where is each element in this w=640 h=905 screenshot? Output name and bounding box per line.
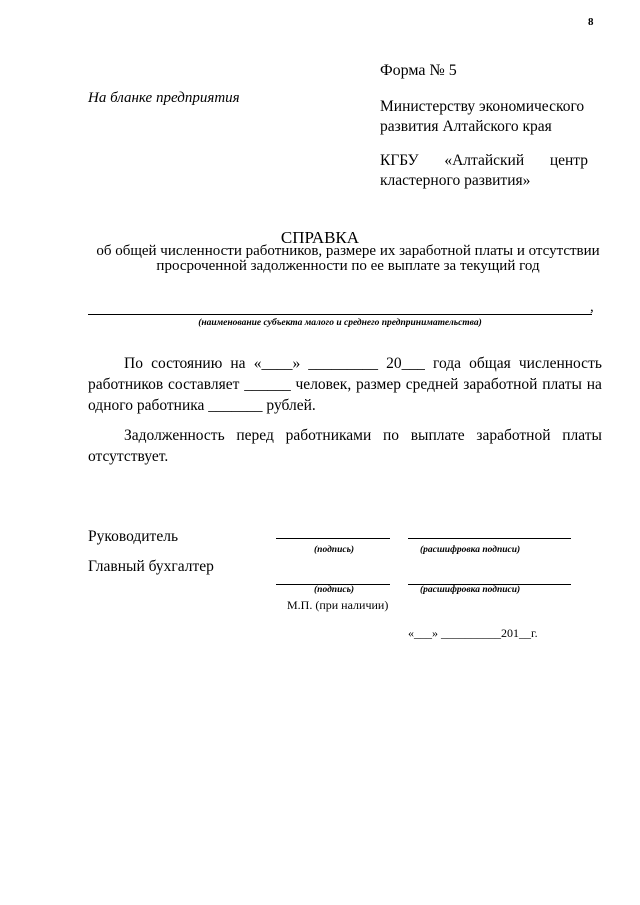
- addressee-ministry: [380, 97, 588, 137]
- paragraph-word: Задолженность: [124, 427, 225, 444]
- addressee-cluster-line2: кластерного развития»: [380, 172, 531, 189]
- addressee-cluster-line1: [380, 151, 588, 171]
- addressee-ministry-line2: развития Алтайского края: [380, 118, 552, 135]
- form-number: Форма № 5: [380, 62, 457, 79]
- director-label: Руководитель: [88, 528, 179, 545]
- paragraph-word: работников: [88, 376, 164, 393]
- director-signature-caption: (подпись): [314, 545, 355, 555]
- paragraph-line: [88, 374, 602, 395]
- addressee-word: КГБУ: [380, 152, 419, 169]
- paragraph-word: перед: [236, 427, 274, 444]
- day-blank[interactable]: «____»: [253, 355, 301, 372]
- paragraph-word: платы: [542, 376, 582, 393]
- year-blank[interactable]: 20___: [386, 355, 425, 372]
- paragraph-word: общая: [469, 355, 511, 372]
- paragraph-word: заработной: [476, 427, 551, 444]
- director-signature-line[interactable]: [276, 538, 390, 539]
- director-transcript-caption: (расшифровка подписи): [420, 545, 521, 555]
- addressee-word: «Алтайский: [444, 152, 525, 169]
- paragraph-word: года: [433, 355, 462, 372]
- entity-field-comma: ,: [590, 299, 594, 315]
- director-transcript-line[interactable]: [408, 538, 571, 539]
- accountant-transcript-caption: (расшифровка подписи): [420, 585, 521, 595]
- month-blank[interactable]: _________: [308, 355, 379, 372]
- entity-field-caption: (наименование субъекта малого и среднего предпринимательства): [198, 318, 482, 328]
- date-field[interactable]: «___» __________201__г.: [408, 626, 538, 640]
- paragraph-word: работниками: [285, 427, 372, 444]
- headcount-blank[interactable]: ______: [244, 376, 291, 393]
- debt-paragraph: [88, 425, 602, 467]
- accountant-signature-caption: (подпись): [314, 585, 355, 595]
- paragraph-word: размер: [356, 376, 401, 393]
- paragraph-word: заработной: [463, 376, 538, 393]
- paragraph-word: По: [124, 355, 143, 372]
- paragraph-word: составляет: [168, 376, 240, 393]
- paragraph-word: средней: [405, 376, 459, 393]
- paragraph-word: выплате: [410, 427, 465, 444]
- document-title: СПРАВКА: [280, 228, 360, 247]
- paragraph-word: состоянию: [151, 355, 223, 372]
- addressee-ministry-line1: Министерству экономического: [380, 98, 585, 115]
- paragraph-line: [88, 425, 602, 446]
- paragraph-line: [88, 353, 602, 374]
- addressee-word: центр: [549, 152, 588, 169]
- letterhead-note: На бланке предприятия: [88, 90, 240, 106]
- salary-line[interactable]: одного работника _______ рублей.: [88, 397, 316, 414]
- entity-name-field[interactable]: [88, 300, 592, 315]
- headcount-paragraph: [88, 353, 602, 416]
- accountant-label: Главный бухгалтер: [88, 558, 214, 575]
- stamp-note: М.П. (при наличии): [287, 598, 389, 612]
- paragraph-word: по: [382, 427, 400, 444]
- paragraph-word: численность: [518, 355, 602, 372]
- addressee-cluster-center: [380, 151, 588, 191]
- paragraph-word: на: [586, 376, 602, 393]
- paragraph-word: человек,: [295, 376, 352, 393]
- paragraph-line: отсутствует.: [88, 448, 169, 465]
- document-subtitle: об общей численности работников, размере их заработной платы и отсутствии просроченной задолженности по ее выплате за текущий год: [96, 243, 600, 274]
- paragraph-word: платы: [562, 427, 602, 444]
- page-number: 8: [588, 16, 594, 28]
- paragraph-word: на: [230, 355, 246, 372]
